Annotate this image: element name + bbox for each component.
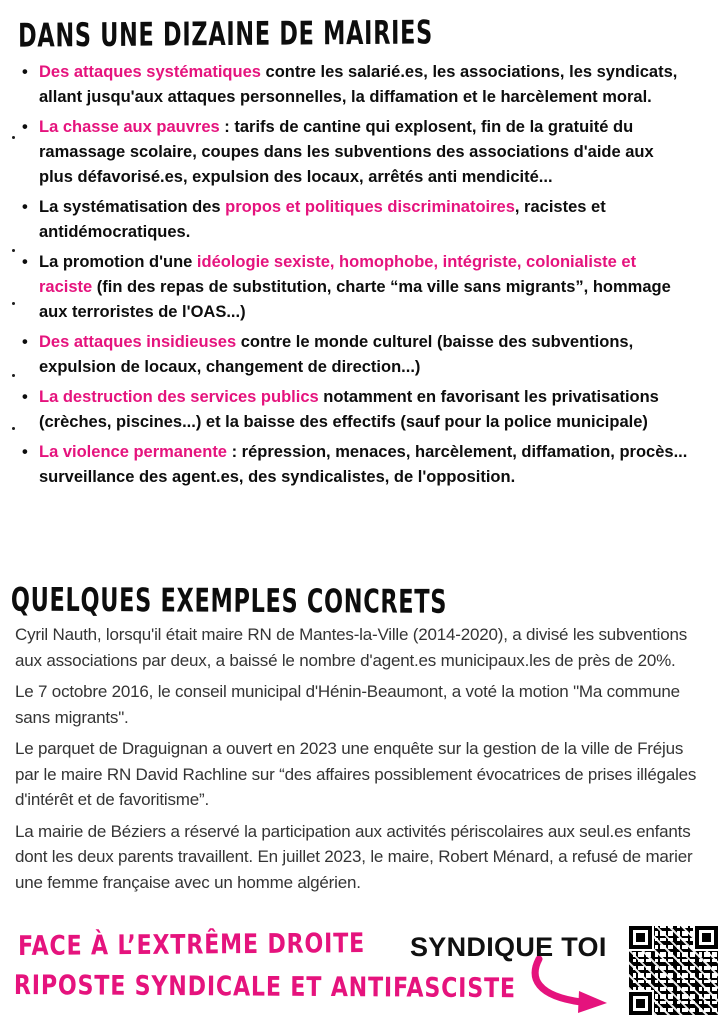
bullet-lead: La systématisation des	[39, 198, 226, 216]
list-item	[22, 440, 690, 490]
section-title-mairies: DANS UNE DIZAINE DE MAIRIES	[18, 12, 434, 55]
bullet-text: notamment en favorisant les privatisations (crèches, piscines...) et la baisse des effectifs (sauf pour la police municipale)	[39, 388, 659, 431]
bullet-highlight: La violence permanente	[39, 443, 227, 461]
slogan-line-1: FACE À L’EXTRÊME DROITE	[18, 928, 366, 962]
bullet-highlight: Des attaques insidieuses	[39, 333, 237, 351]
example-paragraph: Cyril Nauth, lorsqu'il était maire RN de Mantes-la-Ville (2014-2020), a divisé les subventions aux associations par deux, a baissé le nombre d'agent.es municipaux.les de près de 20%.	[15, 625, 687, 670]
separator-dot	[12, 302, 15, 305]
qr-finder-topright	[695, 926, 718, 949]
curved-arrow-icon	[527, 956, 611, 1014]
bullet-highlight: Des attaques systématiques	[39, 63, 261, 81]
bullet-text: : répression, menaces, harcèlement, diffamation, procès... surveillance des agent.es, des syndicalistes, de l'opposition.	[39, 443, 688, 486]
separator-dot	[12, 427, 15, 430]
list-item	[22, 250, 690, 325]
example-paragraph: Le parquet de Draguignan a ouvert en 2023 une enquête sur la gestion de la ville de Fréjus par le maire RN David Rachline sur “des affaires possiblement évocatrices de prises illégales d'intérêt et de favoritisme”.	[15, 739, 697, 809]
grievances-list	[22, 60, 690, 495]
separator-dot	[12, 249, 15, 252]
qr-finder-topleft	[629, 926, 652, 949]
list-item	[22, 60, 690, 110]
bullet-highlight: La chasse aux pauvres	[39, 118, 220, 136]
qr-code-icon	[628, 925, 719, 1016]
qr-finder-bottomleft	[629, 992, 652, 1015]
separator-dot	[12, 136, 15, 139]
list-item	[22, 330, 690, 380]
examples-section	[15, 622, 709, 901]
list-item	[22, 385, 690, 435]
bullet-highlight: idéologie sexiste, homophobe, intégriste, colonialiste et raciste	[39, 253, 637, 296]
bullet-text: : tarifs de cantine qui explosent, fin de la gratuité du ramassage scolaire, coupes dans les subventions des associations d'aide aux plus défavorisé.es, expulsion des locaux, arrêtés anti mendicité...	[39, 118, 654, 186]
bullet-text: contre le monde culturel (baisse des subventions, expulsion de locaux, changement de direction...)	[39, 333, 634, 376]
section-title-exemples: QUELQUES EXEMPLES CONCRETS	[10, 580, 448, 621]
bullet-text: (fin des repas de substitution, charte “ma ville sans migrants”, hommage aux terroristes de l'OAS...)	[39, 278, 671, 321]
slogan-line-2: RIPOSTE SYNDICALE ET ANTIFASCISTE	[13, 970, 516, 1005]
syndique-toi-label: SYNDIQUE TOI	[410, 932, 607, 962]
bullet-lead: La promotion d'une	[39, 253, 197, 271]
bullet-highlight: propos et politiques discriminatoires	[225, 198, 515, 216]
list-item	[22, 195, 690, 245]
bullet-highlight: La destruction des services publics	[39, 388, 319, 406]
bullet-text: , racistes et antidémocratiques.	[39, 198, 606, 241]
example-paragraph: Le 7 octobre 2016, le conseil municipal d'Hénin-Beaumont, a voté la motion "Ma commune sans migrants".	[15, 682, 680, 727]
separator-dot	[12, 374, 15, 377]
example-paragraph: La mairie de Béziers a réservé la participation aux activités périscolaires aux seul.es enfants dont les deux parents travaillent. En juillet 2023, le maire, Robert Ménard, a refusé de marier une femme française avec un homme algérien.	[15, 821, 693, 892]
bullet-text: contre les salarié.es, les associations, les syndicats, allant jusqu'aux attaques personnelles, la diffamation et le harcèlement moral.	[39, 63, 678, 106]
list-item	[22, 115, 690, 190]
